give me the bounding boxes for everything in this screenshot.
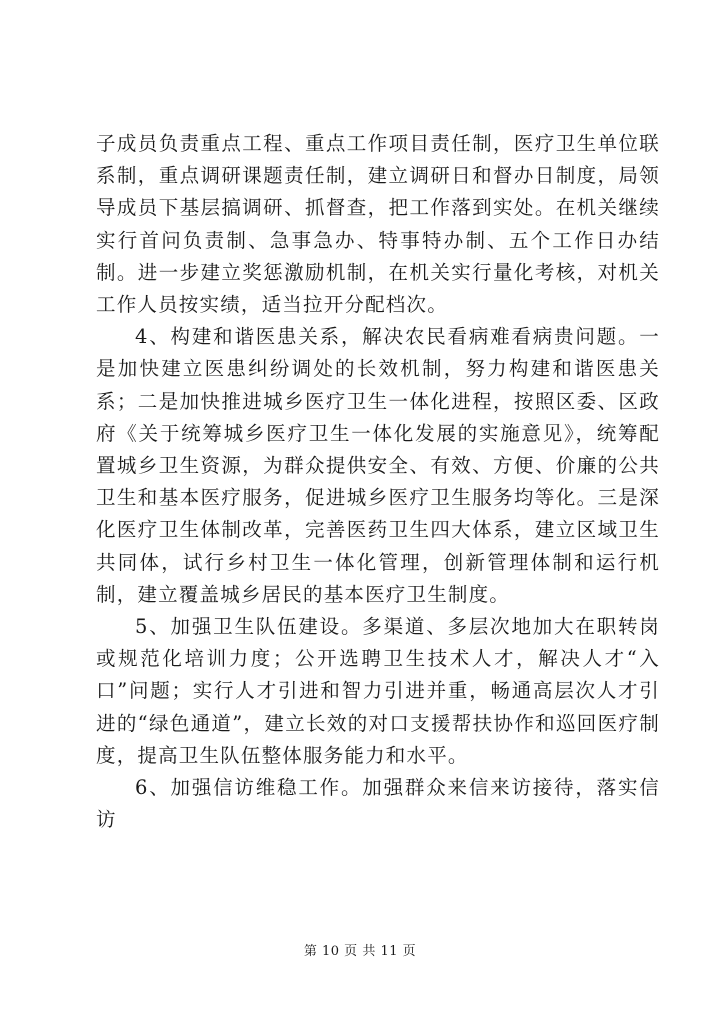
paragraph-item-4: 4、构建和谐医患关系，解决农民看病难看病贵问题。一是加快建立医患纠纷调处的长效机制，努力构建和谐医患关系；二是加快推进城乡医疗卫生一体化进程，按照区委、区政府《关于统筹城乡医疗卫生一体化发展的实施意见》，统筹配置城乡卫生资源，为群众提供安全、有效、方便、价廉的公共卫生和基本医疗服务，促进城乡医疗卫生服务均等化。三是深化医疗卫生体制改革，完善医药卫生四大体系，建立区域卫生共同体，试行乡村卫生一体化管理，创新管理体制和运行机制，建立覆盖城乡居民的基本医疗卫生制度。 — [96, 325, 660, 606]
paragraph-continuation: 子成员负责重点工程、重点工作项目责任制，医疗卫生单位联系制，重点调研课题责任制，建立调研日和督办日制度，局领导成员下基层搞调研、抓督查，把工作落到实处。在机关继续实行首问负责制、急事急办、特事特办制、五个工作日办结制。进一步建立奖惩激励机制，在机关实行量化考核，对机关工作人员按实绩，适当拉开分配档次。 — [96, 132, 660, 317]
paragraph-item-5: 5、加强卫生队伍建设。多渠道、多层次地加大在职转岗或规范化培训力度；公开选聘卫生技术人才，解决人才“入口”问题；实行人才引进和智力引进并重，畅通高层次人才引进的“绿色通道”，建立长效的对口支援帮扶协作和巡回医疗制度，提高卫生队伍整体服务能力和水平。 — [96, 615, 660, 767]
page-number-footer: 第 10 页 共 11 页 — [303, 944, 417, 959]
document-body — [96, 128, 660, 836]
paragraph-item-6: 6、加强信访维稳工作。加强群众来信来访接待，落实信访 — [96, 776, 660, 832]
